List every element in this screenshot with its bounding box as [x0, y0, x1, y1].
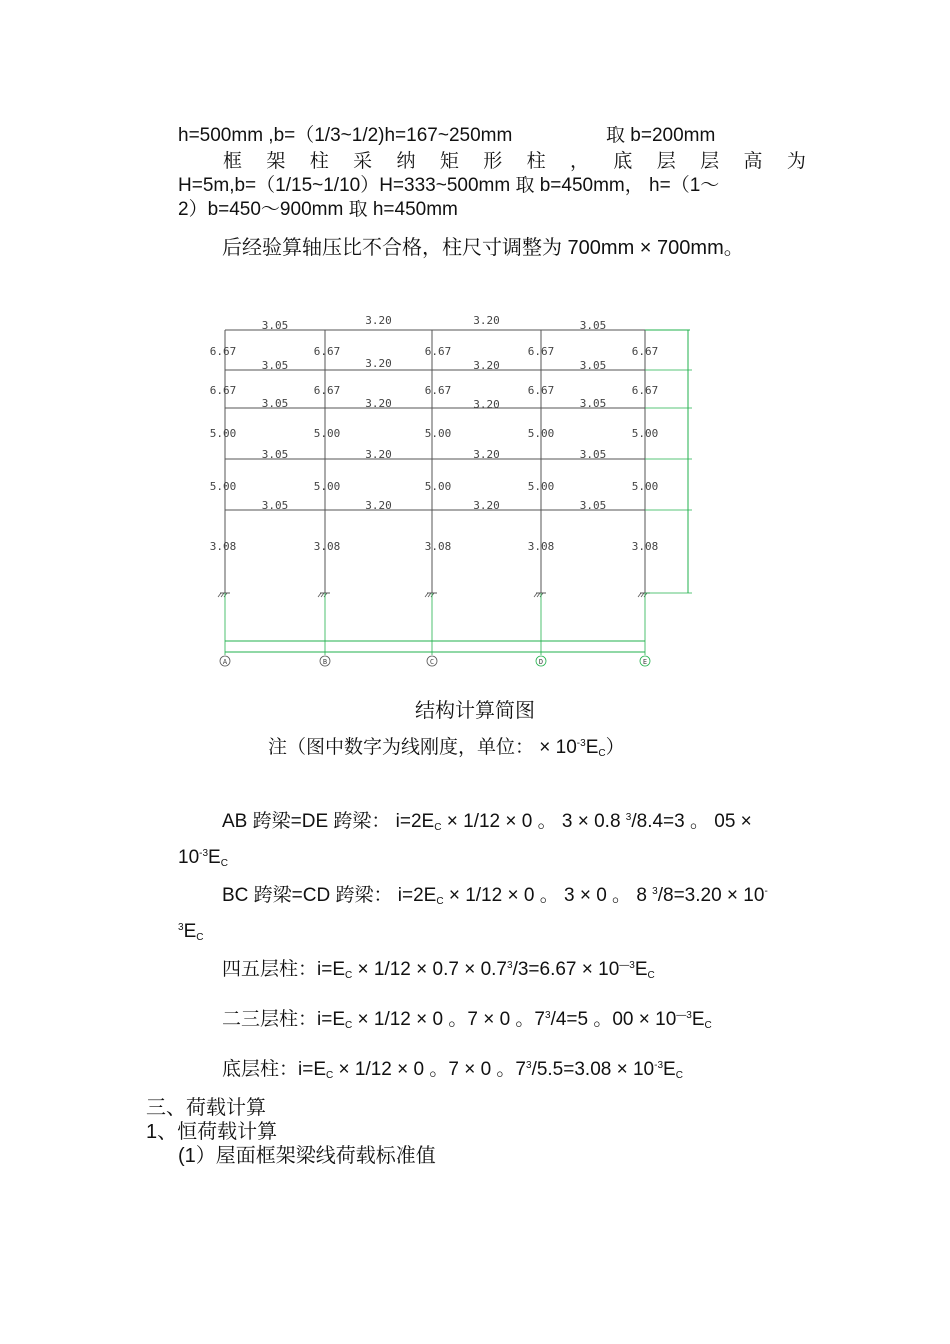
beam-stiffness-label: 3.05 — [579, 499, 607, 512]
column-stiffness-label: 5.00 — [424, 480, 452, 493]
beam-stiffness-label: 3.05 — [261, 397, 289, 410]
char: 形 — [483, 151, 503, 172]
beam-stiffness-label: 3.20 — [473, 398, 500, 411]
column-stiffness-label: 3.08 — [631, 540, 659, 553]
axis-label: E — [642, 658, 648, 666]
text-line-2 — [178, 150, 806, 174]
support-hatch — [537, 593, 540, 597]
beam-stiffness-label: 3.05 — [579, 448, 607, 461]
text-line-1-right — [606, 124, 715, 148]
column-stiffness-label: 6.67 — [424, 345, 452, 358]
beam-stiffness-label: 3.05 — [261, 448, 289, 461]
support-hatch — [534, 593, 537, 597]
calc-col-45: 四五层柱：$i=E_C \times 1/12 \times 0.7 \times 0.7^3/3=6.67 \times 10^{—3}E_C$ — [222, 959, 655, 981]
char: 矩 — [439, 151, 459, 172]
beam-stiffness-label: 3.05 — [579, 319, 607, 332]
beam-stiffness-label: 3.20 — [365, 357, 392, 370]
column-stiffness-label: 3.08 — [424, 540, 452, 553]
beam-stiffness-label: 3.20 — [365, 499, 392, 512]
char: 为 — [786, 151, 806, 172]
item-heading-roof-beam: (1）屋面框架梁线荷载标准值 — [178, 1145, 436, 1167]
column-height-text: 2）b=450～900mm 取 h=450mm — [178, 199, 458, 220]
text-line-3 — [178, 174, 806, 198]
column-stiffness-label: 5.00 — [631, 427, 659, 440]
char: 柱 — [309, 151, 329, 172]
calc-ab-beam: AB 跨梁=DE 跨梁： $i=2E_C \times 1/12 \times 0$ 。 3 × 0.8 $^3$/8.4=3 。 05 × — [222, 811, 752, 833]
support-hatch — [318, 593, 321, 597]
beam-stiffness-label: 3.20 — [473, 499, 500, 512]
column-stiffness-label: 5.00 — [527, 427, 555, 440]
beam-stiffness-label: 3.05 — [579, 359, 607, 372]
column-stiffness-label: 5.00 — [313, 480, 341, 493]
support-hatch — [641, 593, 644, 597]
column-stiffness-label: 6.67 — [631, 384, 659, 397]
beam-stiffness-label: 3.20 — [473, 359, 500, 372]
subsection-heading-dead-load: 1、恒荷载计算 — [146, 1121, 278, 1143]
column-stiffness-label: 3.08 — [313, 540, 341, 553]
axis-label: C — [429, 658, 435, 666]
beam-stiffness-label: 3.05 — [579, 397, 607, 410]
char: 高 — [743, 151, 763, 172]
column-stiffness-label: 3.08 — [209, 540, 237, 553]
axis-label: D — [538, 658, 544, 666]
support-hatch — [425, 593, 428, 597]
support-hatch — [321, 593, 324, 597]
beam-stiffness-label: 3.20 — [365, 397, 392, 410]
structure-diagram — [0, 300, 950, 680]
column-adjust-text: 后经验算轴压比不合格，柱尺寸调整为 700mm × 700mm。 — [222, 237, 744, 259]
axis-label: A — [222, 658, 228, 666]
section-heading-load: 三、荷载计算 — [146, 1097, 266, 1119]
support-hatch — [221, 593, 224, 597]
support-hatch — [638, 593, 641, 597]
char: 框 — [223, 151, 243, 172]
column-stiffness-label: 5.00 — [313, 427, 341, 440]
beam-stiffness-label: 3.20 — [365, 314, 392, 327]
calc-bc-beam-cont: $^3E_C$ — [178, 921, 204, 943]
column-stiffness-label: 6.67 — [209, 384, 237, 397]
support-hatch — [431, 593, 434, 597]
text-line-1 — [178, 124, 512, 148]
column-stiffness-label: 5.00 — [424, 427, 452, 440]
column-stiffness-label: 6.67 — [527, 384, 555, 397]
column-size-text: H=5m,b=（1/15~1/10）H=333~500mm 取 b=450mm， h=（1～ — [178, 175, 720, 196]
column-stiffness-label: 6.67 — [313, 345, 341, 358]
column-stiffness-label: 6.67 — [209, 345, 237, 358]
column-stiffness-label: 5.00 — [209, 480, 237, 493]
char: 架 — [266, 151, 286, 172]
column-stiffness-label: 6.67 — [313, 384, 341, 397]
char: 层 — [700, 151, 720, 172]
beam-size-text: h=500mm ,b=（1/3~1/2)h=167~250mm — [178, 125, 513, 146]
column-stiffness-label: 3.08 — [527, 540, 555, 553]
column-stiffness-label: 5.00 — [631, 480, 659, 493]
beam-stiffness-label: 3.20 — [473, 448, 500, 461]
support-hatch — [540, 593, 543, 597]
char: 柱 — [526, 151, 546, 172]
char: 底 — [613, 151, 633, 172]
support-hatch — [428, 593, 431, 597]
column-stiffness-label: 6.67 — [631, 345, 659, 358]
beam-stiffness-label: 3.05 — [261, 359, 289, 372]
support-hatch — [324, 593, 327, 597]
char: 纳 — [396, 151, 416, 172]
column-stiffness-label: 6.67 — [527, 345, 555, 358]
calc-bc-beam: BC 跨梁=CD 跨梁： $i=2E_C \times 1/12 \times 0$ 。 3 × 0 。 8 $^3$/8=3.20 × 10- — [222, 885, 768, 907]
column-stiffness-label: 5.00 — [209, 427, 237, 440]
beam-stiffness-label: 3.20 — [365, 448, 392, 461]
column-stiffness-label: 5.00 — [527, 480, 555, 493]
support-hatch — [218, 593, 221, 597]
beam-stiffness-label: 3.20 — [473, 314, 500, 327]
text-line-4 — [178, 198, 458, 222]
text-line-5 — [222, 236, 744, 260]
column-stiffness-label: 6.67 — [424, 384, 452, 397]
diagram-caption: 结构计算简图 — [415, 700, 535, 722]
char: 层 — [656, 151, 676, 172]
calc-ab-beam-cont: $10^{-3}E_C$ — [178, 847, 228, 869]
axis-label: B — [322, 658, 328, 666]
beam-width-choice: 取 b=200mm — [606, 125, 716, 146]
beam-stiffness-label: 3.05 — [261, 319, 289, 332]
char: 采 — [353, 151, 373, 172]
diagram-note: 注（图中数字为线刚度，单位： × $10^{-3}E_C$） — [268, 737, 625, 759]
calc-col-1: 底层柱：$i=E_C \times 1/12 \times 0$ 。7 × 0 。$7^3/5.5=3.08 \times 10^{-3}E_C$ — [222, 1059, 683, 1081]
support-hatch — [644, 593, 647, 597]
calc-col-23: 二三层柱：$i=E_C \times 1/12 \times 0$ 。7 × 0 。$7^3/4=5$ 。$00 \times 10^{—3}E_C$ — [222, 1009, 712, 1031]
char: ， — [570, 151, 590, 172]
beam-stiffness-label: 3.05 — [261, 499, 289, 512]
support-hatch — [224, 593, 227, 597]
